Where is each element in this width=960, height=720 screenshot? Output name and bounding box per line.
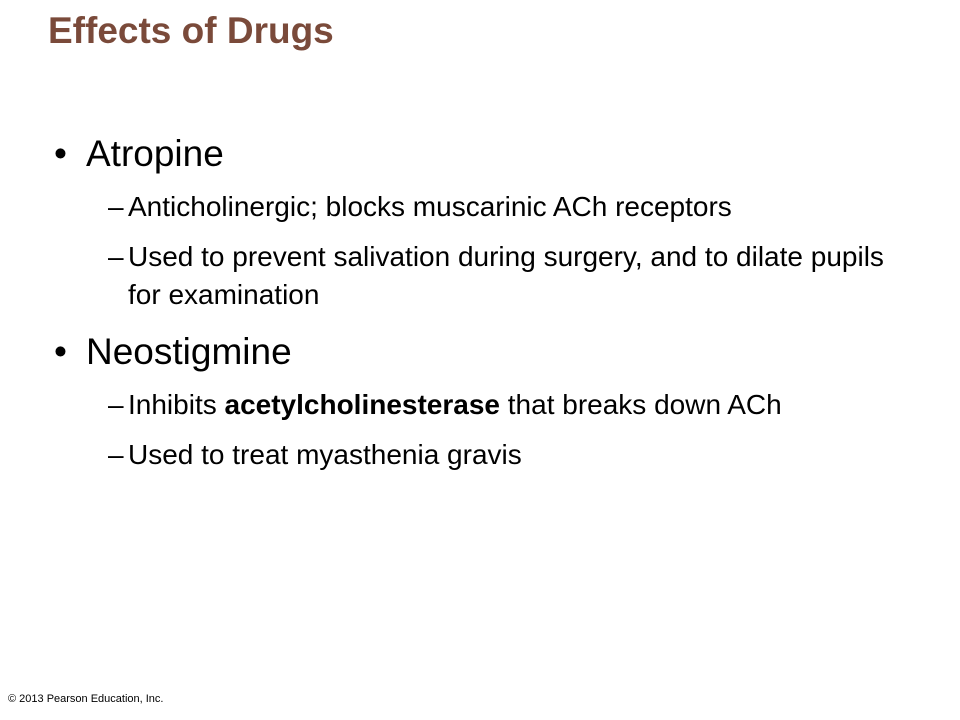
bullet-neostigmine xyxy=(48,326,908,378)
sub-point xyxy=(48,238,908,314)
sub-marker: – xyxy=(108,191,124,222)
sub-point xyxy=(48,188,908,226)
bullet-marker: • xyxy=(54,133,67,174)
slide-content xyxy=(48,128,908,486)
bullet-heading: Neostigmine xyxy=(86,331,292,372)
copyright-footer: © 2013 Pearson Education, Inc. xyxy=(8,693,164,705)
sub-point-text: Used to treat myasthenia gravis xyxy=(128,439,522,470)
bullet-heading: Atropine xyxy=(86,133,224,174)
sub-marker: – xyxy=(108,439,124,470)
sub-point-bold-term: acetylcholinesterase xyxy=(224,389,500,420)
sub-point xyxy=(48,386,908,424)
slide-title: Effects of Drugs xyxy=(48,10,334,51)
sub-point-text: Used to prevent salivation during surgery, and to dilate pupils for examination xyxy=(128,241,884,310)
sub-point-post: that breaks down ACh xyxy=(500,389,782,420)
sub-point xyxy=(48,436,908,474)
bullet-marker: • xyxy=(54,331,67,372)
sub-point-text: Anticholinergic; blocks muscarinic ACh receptors xyxy=(128,191,732,222)
sub-point-pre: Inhibits xyxy=(128,389,225,420)
sub-marker: – xyxy=(108,241,124,272)
sub-marker: – xyxy=(108,389,124,420)
bullet-atropine xyxy=(48,128,908,180)
